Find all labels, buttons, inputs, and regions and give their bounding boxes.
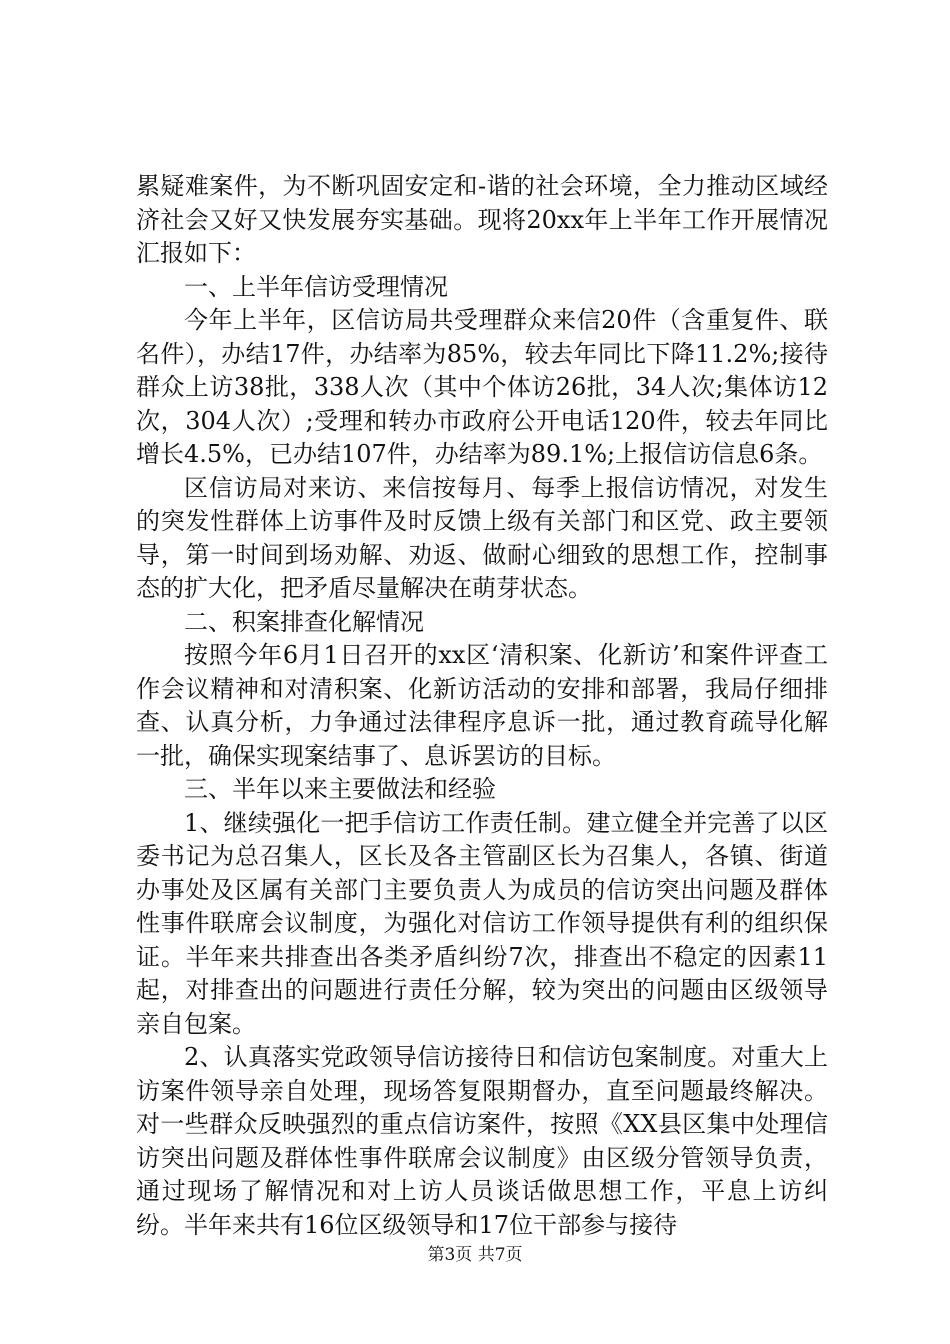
- paragraph-intake-stats: 今年上半年，区信访局共受理群众来信20件（含重复件、联名件），办结17件，办结率为85%，较去年同比下降11.2%;接待群众上访38批，338人次（其中个体访26批，34人次;集体访12次，304人次）;受理和转办市政府公开电话120件，较去年同比增长4.5%，已办结107件，办结率为89.1%;上报信访信息6条。: [136, 306, 828, 468]
- paragraph-continuation: 累疑难案件，为不断巩固安定和-谐的社会环境，全力推动区域经济社会又好又快发展夯实基础。现将20xx年上半年工作开展情况汇报如下：: [136, 172, 828, 267]
- paragraph-reporting: 区信访局对来访、来信按每月、每季上报信访情况，对发生的突发性群体上访事件及时反馈上级有关部门和区党、政主要领导，第一时间到场劝解、劝返、做耐心细致的思想工作，控制事态的扩大化，把矛盾尽量解决在萌芽状态。: [136, 473, 828, 602]
- paragraph-reception-day: 2、认真落实党政领导信访接待日和信访包案制度。对重大上访案件领导亲自处理，现场答复限期督办，直至问题最终解决。对一些群众反映强烈的重点信访案件，按照《XX县区集中处理信访突出问题及群体性事件联席会议制度》由区级分管领导负责，通过现场了解情况和对上访人员谈话做思想工作，平息上访纠纷。半年来共有16位区级领导和17位干部参与接待: [136, 1043, 828, 1239]
- section-heading-2: 二、积案排查化解情况: [184, 607, 424, 636]
- document-body: [136, 170, 828, 1242]
- paragraph-responsibility: 1、继续强化一把手信访工作责任制。建立健全并完善了以区委书记为总召集人，区长及各主管副区长为召集人，各镇、街道办事处及区属有关部门主要负责人为成员的信访突出问题及群体性事件联席会议制度，为强化对信访工作领导提供有利的组织保证。半年来共排查出各类矛盾纠纷7次，排查出不稳定的因素11起，对排查出的问题进行责任分解，较为突出的问题由区级领导亲自包案。: [136, 808, 828, 1038]
- page-footer: 第3页 共7页: [427, 1245, 523, 1265]
- paragraph-backlog: 按照今年6月1日召开的xx区‘清积案、化新访’和案件评查工作会议精神和对清积案、化新访活动的安排和部署，我局仔细排查、认真分析，力争通过法律程序息诉一批，通过教育疏导化解一批，确保实现案结事了、息诉罢访的目标。: [136, 641, 828, 770]
- section-heading-1: 一、上半年信访受理情况: [184, 272, 448, 301]
- section-heading-3: 三、半年以来主要做法和经验: [184, 775, 496, 803]
